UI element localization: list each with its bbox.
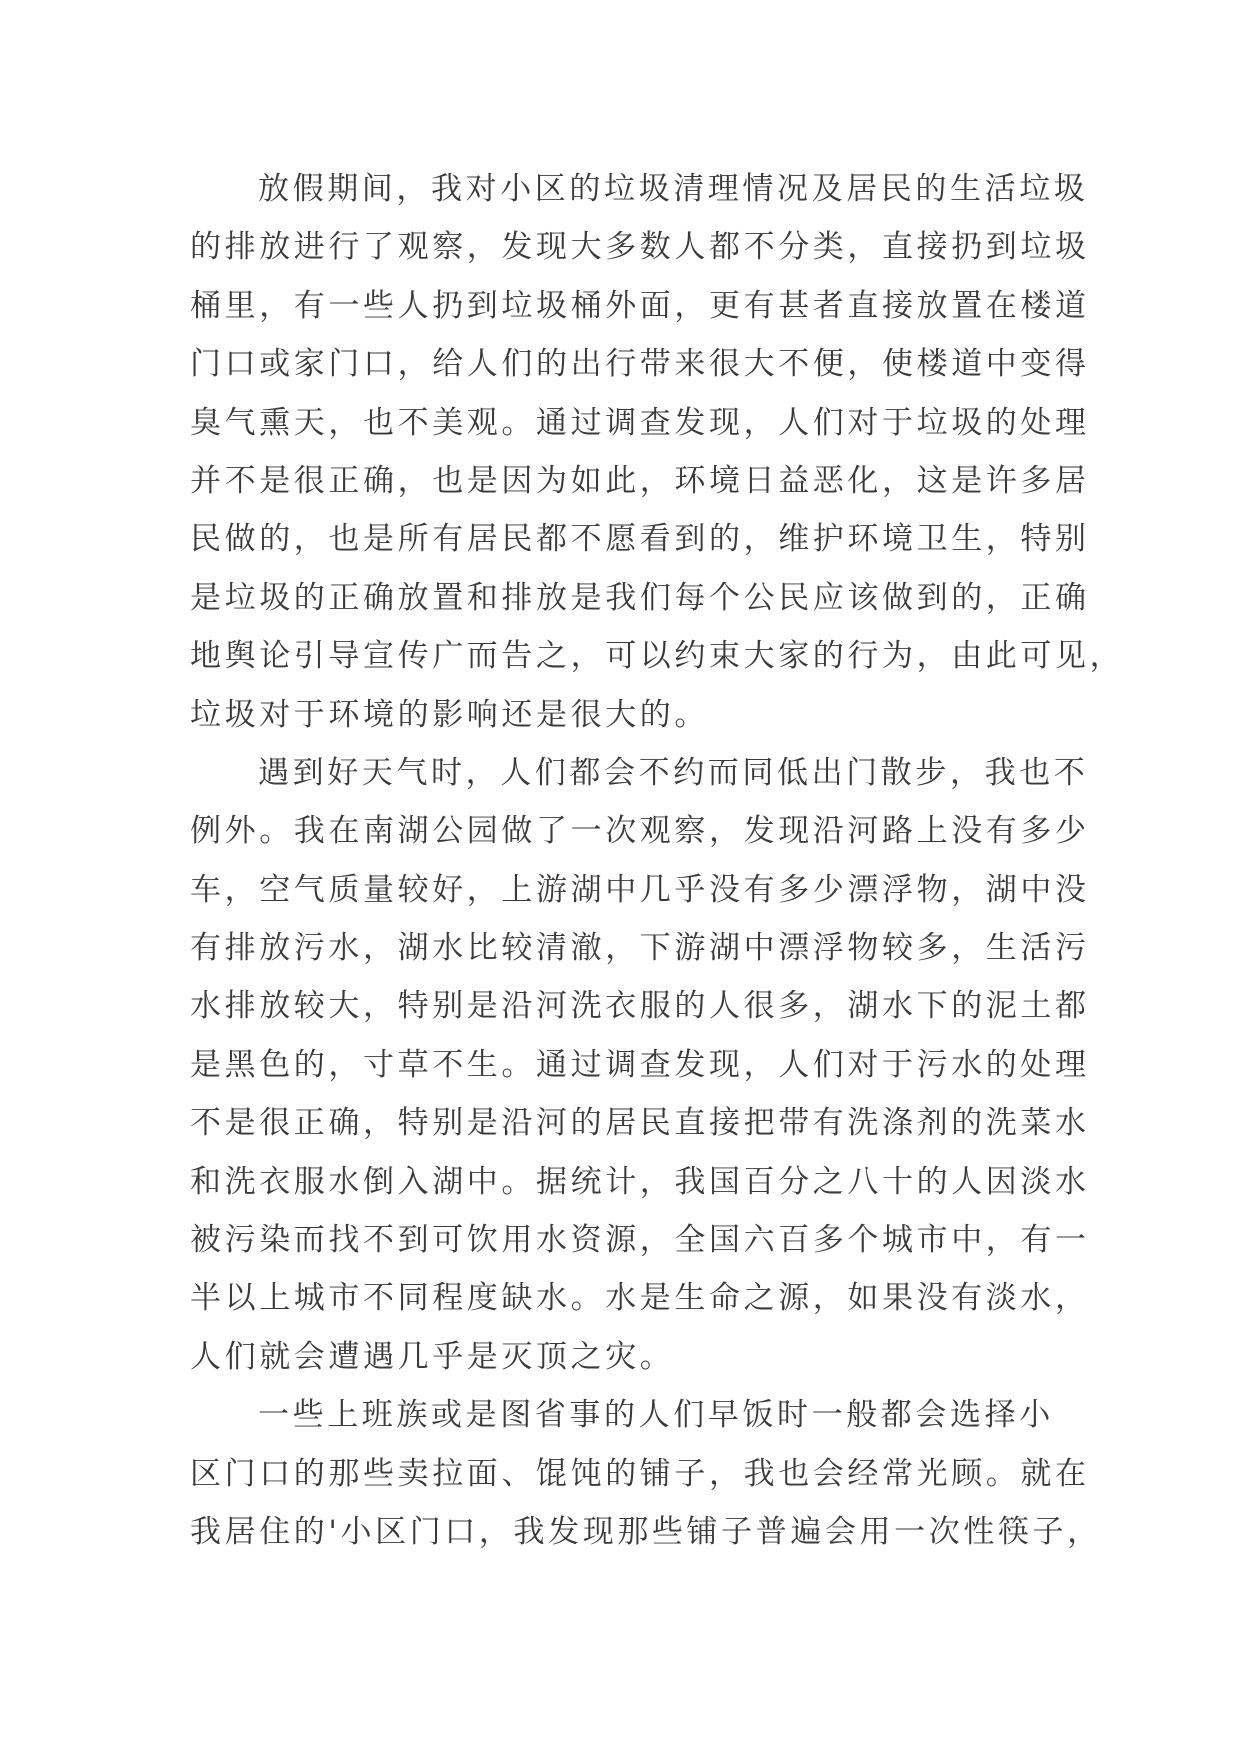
paragraph-line: 门口或家门口，给人们的出行带来很大不便，使楼道中变得 <box>190 346 1090 383</box>
paragraph-chopsticks <box>190 1386 1102 1561</box>
paragraph-line: 车，空气质量较好，上游湖中几乎没有多少漂浮物，湖中没 <box>190 871 1090 908</box>
paragraph-line: 不是很正确，特别是沿河的居民直接把带有洗涤剂的洗菜水 <box>190 1105 1090 1142</box>
paragraph-line: 有排放污水，湖水比较清澈，下游湖中漂浮物较多，生活污 <box>190 930 1090 967</box>
paragraph-line: 人们就会遭遇几乎是灭顶之灾。 <box>190 1338 675 1375</box>
paragraph-line: 是垃圾的正确放置和排放是我们每个公民应该做到的，正确 <box>190 579 1090 616</box>
paragraph-line: 是黑色的，寸草不生。通过调查发现，人们对于污水的处理 <box>190 1046 1090 1083</box>
paragraph-line: 的排放进行了观察，发现大多数人都不分类，直接扔到垃圾 <box>190 229 1090 266</box>
paragraph-water <box>190 744 1090 1386</box>
document-body <box>190 160 1125 1561</box>
paragraph-line: 我居住的'小区门口，我发现那些铺子普遍会用一次性筷子， <box>190 1513 1102 1550</box>
paragraph-line: 被污染而找不到可饮用水资源，全国六百多个城市中，有一 <box>190 1222 1090 1259</box>
paragraph-garbage <box>190 160 1125 744</box>
paragraph-line: 区门口的那些卖拉面、馄饨的铺子，我也会经常光顾。就在 <box>190 1455 1090 1492</box>
paragraph-line: 遇到好天气时，人们都会不约而同低出门散步，我也不 <box>258 754 1089 791</box>
paragraph-line: 一些上班族或是图省事的人们早饭时一般都会选择小 <box>258 1397 1054 1434</box>
paragraph-line: 臭气熏天，也不美观。通过调查发现，人们对于垃圾的处理 <box>190 404 1090 441</box>
paragraph-line: 水排放较大，特别是沿河洗衣服的人很多，湖水下的泥土都 <box>190 988 1090 1025</box>
paragraph-line: 半以上城市不同程度缺水。水是生命之源，如果没有淡水， <box>190 1280 1090 1317</box>
paragraph-line: 民做的，也是所有居民都不愿看到的，维护环境卫生，特别 <box>190 521 1090 558</box>
paragraph-line: 桶里，有一些人扔到垃圾桶外面，更有甚者直接放置在楼道 <box>190 287 1090 324</box>
paragraph-line: 并不是很正确，也是因为如此，环境日益恶化，这是许多居 <box>190 462 1090 499</box>
paragraph-line: 垃圾对于环境的影响还是很大的。 <box>190 696 709 733</box>
paragraph-line: 例外。我在南湖公园做了一次观察，发现沿河路上没有多少 <box>190 813 1090 850</box>
paragraph-line: 地舆论引导宣传广而告之，可以约束大家的行为，由此可见， <box>190 638 1125 675</box>
paragraph-line: 放假期间，我对小区的垃圾清理情况及居民的生活垃圾 <box>258 171 1089 207</box>
paragraph-line: 和洗衣服水倒入湖中。据统计，我国百分之八十的人因淡水 <box>190 1163 1090 1200</box>
